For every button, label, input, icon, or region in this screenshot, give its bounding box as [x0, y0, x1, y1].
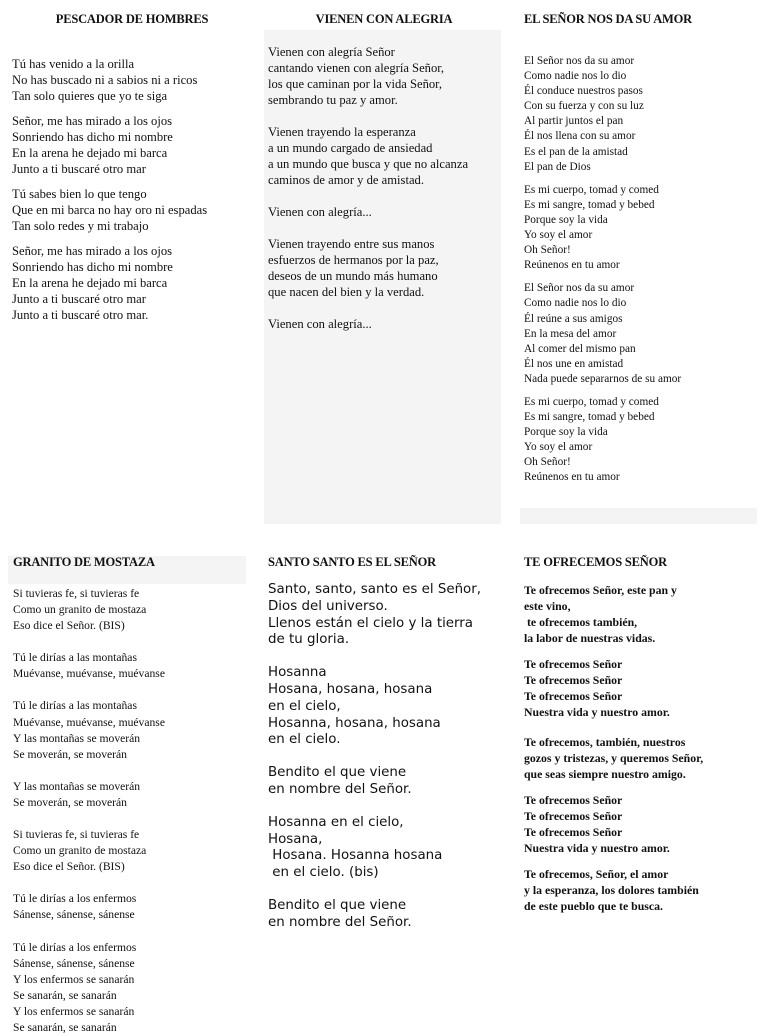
lyric-line: Vienen trayendo la esperanza: [268, 124, 500, 140]
lyric-line: Llenos están el cielo y la tierra: [268, 616, 504, 633]
lyric-line: Eso dice el Señor. (BIS): [13, 859, 249, 875]
lyric-line: de este pueblo que te busca.: [524, 898, 764, 914]
lyric-line: Hosana. Hosanna hosana: [268, 848, 504, 865]
lyric-line: cantando vienen con alegría Señor,: [268, 60, 500, 76]
lyric-line: deseos de un mundo más humano: [268, 268, 500, 284]
lyric-line: Señor, me has mirado a los ojos: [12, 243, 252, 259]
lyric-line: Oh Señor!: [524, 455, 760, 470]
lyric-line: que seas siempre nuestro amigo.: [524, 766, 764, 782]
stanza: [268, 44, 500, 108]
stanza: [268, 582, 504, 649]
stanza: [524, 395, 760, 486]
lyric-line: Como un granito de mostaza: [13, 843, 249, 859]
lyric-line: Vienen con alegría Señor: [268, 44, 500, 60]
lyric-line: gozos y tristezas, y queremos Señor,: [524, 750, 764, 766]
lyric-line: Dios del universo.: [268, 599, 504, 616]
lyric-line: Como un granito de mostaza: [13, 602, 249, 618]
stanza: [268, 898, 504, 932]
lyric-line: Es mi cuerpo, tomad y comed: [524, 183, 760, 198]
lyric-line: Te ofrecemos Señor: [524, 792, 764, 808]
lyric-line: Él nos llena con su amor: [524, 129, 760, 144]
stanza: [268, 316, 500, 332]
lyric-line: Hosanna, hosana, hosana: [268, 716, 504, 733]
lyric-line: Te ofrecemos Señor: [524, 672, 764, 688]
stanza: [524, 54, 760, 175]
lyric-line: Es mi sangre, tomad y bebed: [524, 410, 760, 425]
lyric-line: Tú sabes bien lo que tengo: [12, 186, 252, 202]
lyric-line: Si tuvieras fe, si tuvieras fe: [13, 586, 249, 602]
lyric-line: Es el pan de la amistad: [524, 145, 760, 160]
lyric-line: Tú le dirías a las montañas: [13, 650, 249, 666]
song-title: TE OFRECEMOS SEÑOR: [524, 555, 764, 582]
stanza: [268, 815, 504, 882]
lyric-line: Vienen con alegría...: [268, 204, 500, 220]
stanza: [13, 827, 249, 875]
lyric-line: esfuerzos de hermanos por la paz,: [268, 252, 500, 268]
lyric-line: El Señor nos da su amor: [524, 281, 760, 296]
lyric-line: Eso dice el Señor. (BIS): [13, 618, 249, 634]
stanza: [524, 792, 764, 856]
stanza: [13, 698, 249, 762]
lyric-line: Tú le dirías a los enfermos: [13, 940, 249, 956]
song-te-ofrecemos-senor: [524, 555, 764, 914]
song-santo-santo-es-el-senor: [268, 555, 504, 932]
lyric-line: Y las montañas se moverán: [13, 731, 249, 747]
song-title: GRANITO DE MOSTAZA: [13, 555, 249, 586]
song-title: EL SEÑOR NOS DA SU AMOR: [524, 12, 760, 54]
lyric-line: a un mundo cargado de ansiedad: [268, 140, 500, 156]
lyric-line: Sonriendo has dicho mi nombre: [12, 129, 252, 145]
lyric-line: que nacen del bien y la verdad.: [268, 284, 500, 300]
stanza: [524, 656, 764, 720]
stanza: [524, 183, 760, 274]
stanza: [13, 940, 249, 1036]
lyric-line: Y las montañas se moverán: [13, 779, 249, 795]
lyric-line: Te ofrecemos, Señor, el amor: [524, 866, 764, 882]
song-title: SANTO SANTO ES EL SEÑOR: [268, 555, 504, 582]
lyric-line: Como nadie nos lo dio: [524, 69, 760, 84]
lyric-line: en el cielo. (bis): [268, 865, 504, 882]
lyric-line: Con su fuerza y con su luz: [524, 99, 760, 114]
lyric-line: Tú le dirías a las montañas: [13, 698, 249, 714]
lyric-line: Nada puede separarnos de su amor: [524, 372, 760, 387]
stanza: [13, 891, 249, 923]
stanza: [12, 243, 252, 323]
stanza: [12, 56, 252, 104]
lyric-line: la labor de nuestras vidas.: [524, 630, 764, 646]
lyric-line: Te ofrecemos Señor, este pan y: [524, 582, 764, 598]
lyric-line: en nombre del Señor.: [268, 915, 504, 932]
lyric-line: Se moverán, se moverán: [13, 747, 249, 763]
stanza: [268, 124, 500, 188]
lyric-line: Yo soy el amor: [524, 440, 760, 455]
lyric-line: Y los enfermos se sanarán: [13, 1004, 249, 1020]
song-vienen-con-alegria: [268, 12, 500, 332]
lyric-line: Él reúne a sus amigos: [524, 312, 760, 327]
lyric-line: en el cielo,: [268, 699, 504, 716]
song-granito-de-mostaza: [13, 555, 249, 1036]
lyric-line: Reúnenos en tu amor: [524, 258, 760, 273]
lyric-line: Porque soy la vida: [524, 425, 760, 440]
lyric-line: Yo soy el amor: [524, 228, 760, 243]
lyric-line: Él conduce nuestros pasos: [524, 84, 760, 99]
lyric-line: Se sanarán, se sanarán: [13, 1020, 249, 1036]
lyric-line: Tan solo redes y mi trabajo: [12, 218, 252, 234]
stanza: [13, 586, 249, 634]
lyric-line: Como nadie nos lo dio: [524, 296, 760, 311]
lyric-line: Junto a ti buscaré otro mar: [12, 161, 252, 177]
lyric-line: Junto a ti buscaré otro mar.: [12, 307, 252, 323]
lyric-line: en el cielo.: [268, 732, 504, 749]
lyric-line: Tan solo quieres que yo te siga: [12, 88, 252, 104]
stanza: [524, 582, 764, 646]
lyric-line: caminos de amor y de amistad.: [268, 172, 500, 188]
lyric-line: No has buscado ni a sabios ni a ricos: [12, 72, 252, 88]
lyric-line: Sánense, sánense, sánense: [13, 907, 249, 923]
lyric-line: los que caminan por la vida Señor,: [268, 76, 500, 92]
lyric-line: Reúnenos en tu amor: [524, 470, 760, 485]
stanza: [13, 779, 249, 811]
stanza: [12, 113, 252, 177]
lyric-line: Se sanarán, se sanarán: [13, 988, 249, 1004]
lyric-line: sembrando tu paz y amor.: [268, 92, 500, 108]
song-pescador-de-hombres: [12, 12, 252, 323]
song-title: VIENEN CON ALEGRIA: [268, 12, 500, 44]
lyric-line: Oh Señor!: [524, 243, 760, 258]
lyric-line: El pan de Dios: [524, 160, 760, 175]
lyric-line: Se moverán, se moverán: [13, 795, 249, 811]
lyric-line: a un mundo que busca y que no alcanza: [268, 156, 500, 172]
lyric-line: Sánense, sánense, sánense: [13, 956, 249, 972]
lyric-line: y la esperanza, los dolores también: [524, 882, 764, 898]
song-title: PESCADOR DE HOMBRES: [12, 12, 252, 56]
lyric-line: Al partir juntos el pan: [524, 114, 760, 129]
stanza: [268, 204, 500, 220]
lyric-line: Sonriendo has dicho mi nombre: [12, 259, 252, 275]
lyric-line: El Señor nos da su amor: [524, 54, 760, 69]
lyric-line: Si tuvieras fe, si tuvieras fe: [13, 827, 249, 843]
lyric-line: En la arena he dejado mi barca: [12, 275, 252, 291]
lyric-line: Te ofrecemos Señor: [524, 688, 764, 704]
lyric-line: Bendito el que viene: [268, 898, 504, 915]
stanza: [12, 186, 252, 234]
lyric-line: Vienen con alegría...: [268, 316, 500, 332]
lyric-line: te ofrecemos también,: [524, 614, 764, 630]
lyric-line: Te ofrecemos Señor: [524, 824, 764, 840]
lyric-line: Y los enfermos se sanarán: [13, 972, 249, 988]
lyric-line: Santo, santo, santo es el Señor,: [268, 582, 504, 599]
stanza: [268, 236, 500, 300]
lyric-line: Te ofrecemos, también, nuestros: [524, 734, 764, 750]
lyric-line: En la mesa del amor: [524, 327, 760, 342]
lyric-line: Nuestra vida y nuestro amor.: [524, 704, 764, 720]
lyric-line: Señor, me has mirado a los ojos: [12, 113, 252, 129]
stanza: [268, 765, 504, 799]
lyric-line: Hosana, hosana, hosana: [268, 682, 504, 699]
lyric-line: Junto a ti buscaré otro mar: [12, 291, 252, 307]
lyric-line: Nuestra vida y nuestro amor.: [524, 840, 764, 856]
lyric-line: Te ofrecemos Señor: [524, 656, 764, 672]
lyric-line: Hosanna: [268, 665, 504, 682]
lyric-line: Que en mi barca no hay oro ni espadas: [12, 202, 252, 218]
lyric-line: Es mi sangre, tomad y bebed: [524, 198, 760, 213]
lyric-line: Te ofrecemos Señor: [524, 808, 764, 824]
lyric-line: Hosanna en el cielo,: [268, 815, 504, 832]
lyric-line: En la arena he dejado mi barca: [12, 145, 252, 161]
stanza: [524, 281, 760, 387]
lyric-line: Tú has venido a la orilla: [12, 56, 252, 72]
lyric-line: Muévanse, muévanse, muévanse: [13, 715, 249, 731]
lyric-line: en nombre del Señor.: [268, 782, 504, 799]
song-el-senor-nos-da-su-amor: [524, 12, 760, 486]
lyric-line: Vienen trayendo entre sus manos: [268, 236, 500, 252]
lyric-line: Hosana,: [268, 832, 504, 849]
lyric-line: Es mi cuerpo, tomad y comed: [524, 395, 760, 410]
stanza: [524, 866, 764, 914]
lyric-line: este vino,: [524, 598, 764, 614]
lyric-line: Bendito el que viene: [268, 765, 504, 782]
lyric-line: Al comer del mismo pan: [524, 342, 760, 357]
col3-bottom-band: [520, 508, 757, 524]
lyric-line: Muévanse, muévanse, muévanse: [13, 666, 249, 682]
lyric-line: Él nos une en amistad: [524, 357, 760, 372]
stanza: [13, 650, 249, 682]
lyric-line: de tu gloria.: [268, 632, 504, 649]
stanza: [268, 665, 504, 749]
lyric-line: Tú le dirías a los enfermos: [13, 891, 249, 907]
lyric-line: Porque soy la vida: [524, 213, 760, 228]
stanza: [524, 734, 764, 782]
